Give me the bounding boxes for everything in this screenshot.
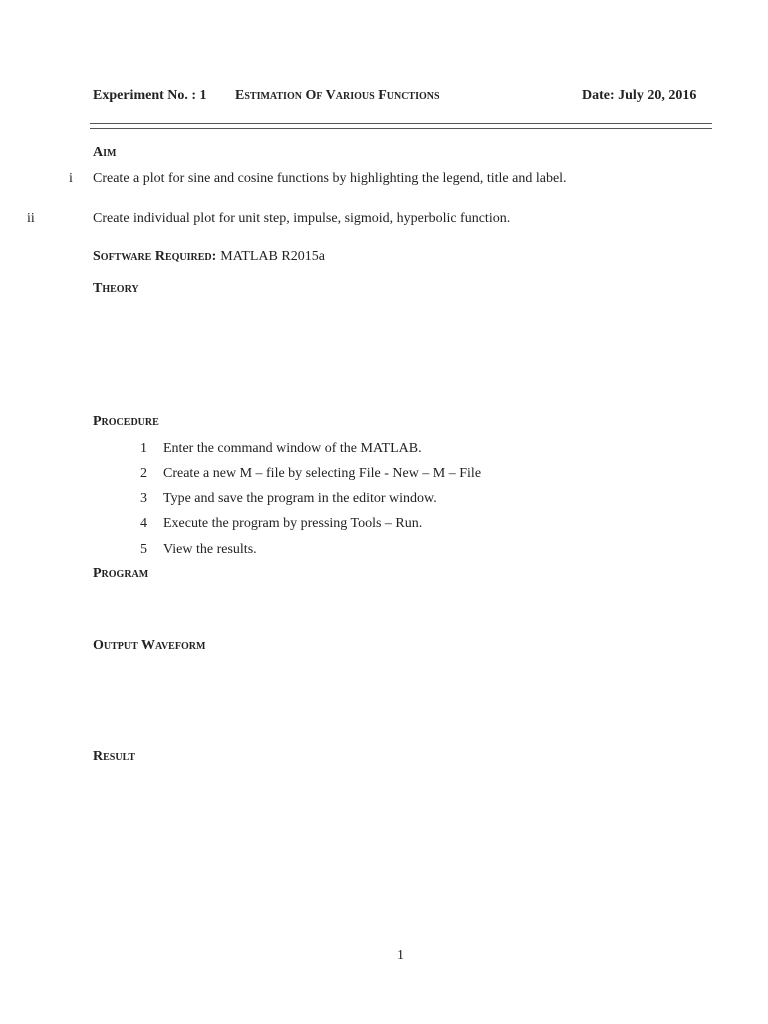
procedure-heading: Procedure bbox=[93, 414, 159, 429]
experiment-number: Experiment No. : 1 bbox=[93, 88, 207, 103]
software-label: Software Required: bbox=[93, 249, 217, 264]
procedure-step-number: 5 bbox=[140, 542, 147, 557]
aim-item-numeral: i bbox=[69, 171, 73, 186]
procedure-step-number: 4 bbox=[140, 516, 147, 531]
procedure-step-text: Execute the program by pressing Tools – Run. bbox=[163, 516, 423, 531]
aim-item-numeral: ii bbox=[27, 211, 35, 226]
result-heading: Result bbox=[93, 749, 135, 764]
page-number: 1 bbox=[397, 948, 404, 963]
output-waveform-heading: Output Waveform bbox=[93, 638, 206, 653]
theory-heading: Theory bbox=[93, 281, 139, 296]
procedure-step-number: 2 bbox=[140, 466, 147, 481]
procedure-step-text: View the results. bbox=[163, 542, 257, 557]
procedure-step-text: Type and save the program in the editor window. bbox=[163, 491, 437, 506]
aim-item-text: Create individual plot for unit step, impulse, sigmoid, hyperbolic function. bbox=[93, 211, 511, 226]
procedure-step-text: Enter the command window of the MATLAB. bbox=[163, 441, 422, 456]
header-rule-top bbox=[90, 123, 712, 124]
procedure-step-text: Create a new M – file by selecting File - New – M – File bbox=[163, 466, 482, 481]
software-value: MATLAB R2015a bbox=[220, 249, 325, 264]
procedure-step-number: 3 bbox=[140, 491, 147, 506]
procedure-step-number: 1 bbox=[140, 441, 147, 456]
program-heading: Program bbox=[93, 566, 149, 581]
experiment-title: Estimation Of Various Functions bbox=[235, 88, 440, 103]
experiment-date: Date: July 20, 2016 bbox=[582, 88, 697, 103]
aim-heading: Aim bbox=[93, 145, 117, 160]
aim-item-text: Create a plot for sine and cosine functions by highlighting the legend, title and label. bbox=[93, 171, 567, 186]
software-required bbox=[93, 247, 325, 265]
header-rule-bottom bbox=[90, 128, 712, 129]
